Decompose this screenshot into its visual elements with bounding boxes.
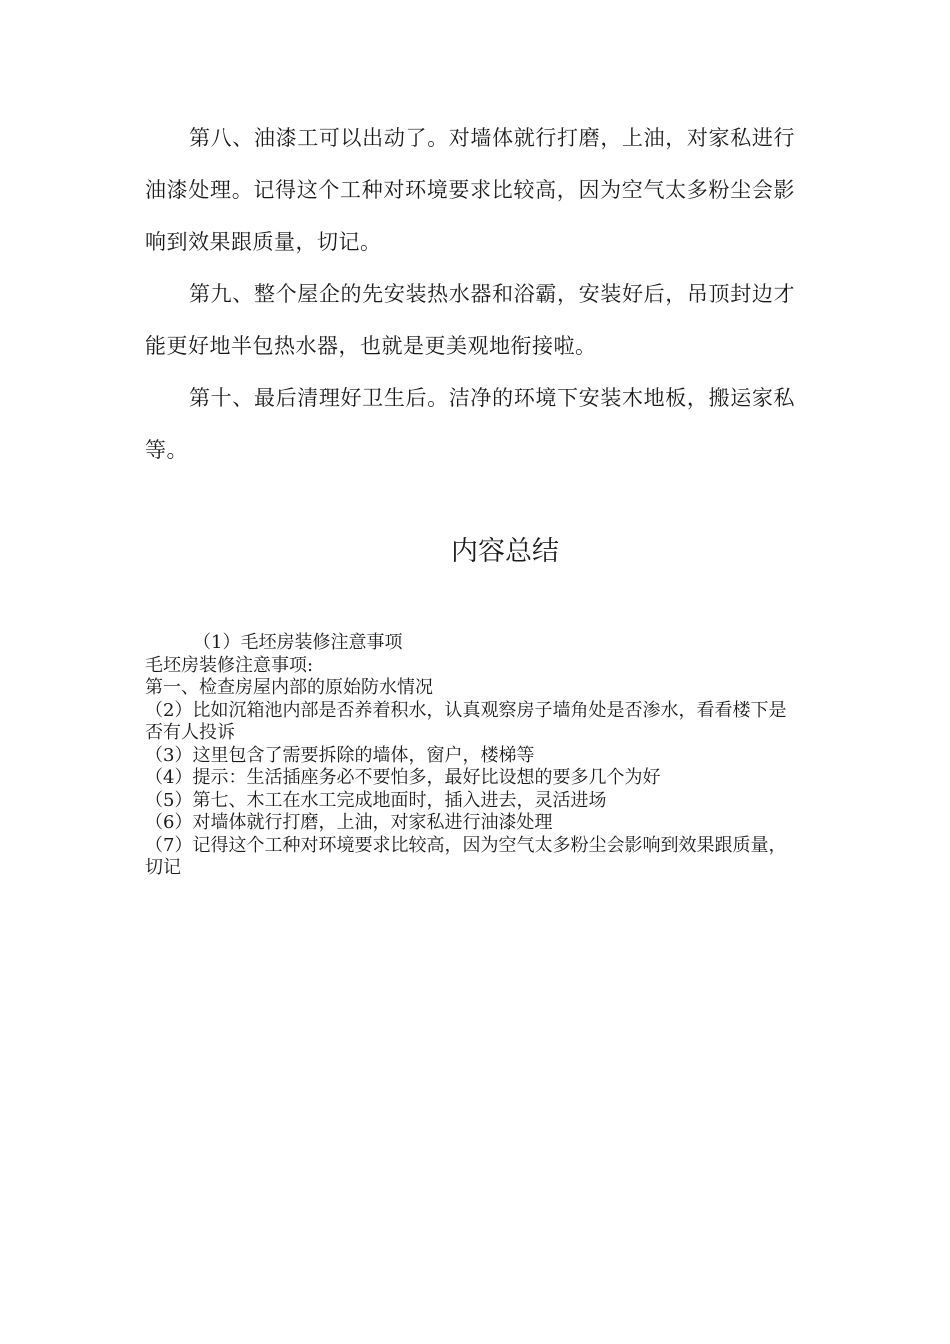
summary-line: （7）记得这个工种对环境要求比较高，因为空气太多粉尘会影响到效果跟质量，切记 — [145, 834, 787, 878]
paragraph-step-nine: 第九、整个屋企的先安装热水器和浴霸，安装好后，吊顶封边才能更好地半包热水器，也就是更美观地衔接啦。 — [145, 282, 795, 358]
paragraph-step-eight: 第八、油漆工可以出动了。对墙体就行打磨，上油，对家私进行油漆处理。记得这个工种对环境要求比较高，因为空气太多粉尘会影响到效果跟质量，切记。 — [145, 126, 795, 254]
body-text — [145, 112, 795, 476]
summary-line: 毛坯房装修注意事项: — [145, 654, 314, 676]
summary-line: （4）提示：生活插座务必不要怕多，最好比设想的要多几个为好 — [145, 767, 661, 788]
summary-list — [145, 632, 800, 880]
summary-line: （5）第七、木工在水工完成地面时，插入进去，灵活进场 — [145, 789, 607, 811]
paragraph-step-ten: 第十、最后清理好卫生后。洁净的环境下安装木地板，搬运家私等。 — [145, 386, 795, 462]
summary-title: 内容总结 — [451, 536, 559, 567]
summary-line: 第一、检查房屋内部的原始防水情况 — [145, 677, 433, 698]
summary-line: （3）这里包含了需要拆除的墙体，窗户，楼梯等 — [145, 744, 535, 766]
summary-line: （1）毛坯房装修注意事项 — [193, 632, 403, 653]
summary-line: （2）比如沉箱池内部是否养着积水，认真观察房子墙角处是否渗水，看看楼下是否有人投诉 — [145, 699, 787, 743]
summary-line: （6）对墙体就行打磨，上油，对家私进行油漆处理 — [145, 812, 553, 833]
